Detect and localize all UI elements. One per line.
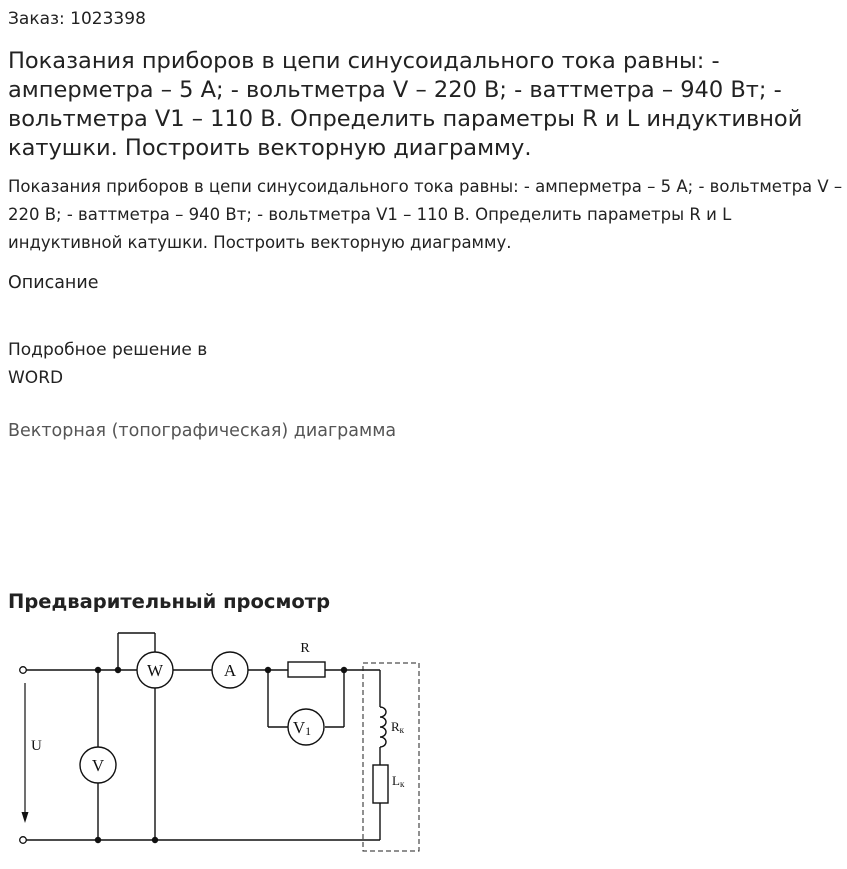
description-body: Подробное решение в WORD	[8, 340, 208, 388]
ammeter-label: A	[223, 661, 237, 680]
coil-l-label: Lк	[392, 773, 405, 789]
resistor-symbol	[288, 662, 325, 677]
junction-dots	[95, 667, 347, 843]
page-title: Показания приборов в цепи синусоидального тока равны: - амперметра – 5 А; - вольтметра V – 220 В; - ваттметра – 940 Вт; - вольтметра V1 – 110 В. Определить параметры R и L индуктивной катушки. Построить векторную диаграмму.	[8, 48, 803, 161]
voltmeter-label: V	[91, 756, 105, 775]
circuit-diagram	[8, 625, 428, 857]
description-heading: Описание	[8, 273, 99, 293]
vector-diagram-link[interactable]: Векторная (топографическая) диаграмма	[8, 421, 397, 441]
coil-r-label: Rк	[391, 719, 405, 735]
coil-inductor-symbol	[380, 707, 386, 747]
source-label: U	[31, 738, 42, 754]
terminal-top	[20, 667, 27, 674]
resistor-label: R	[300, 641, 310, 656]
arrow-head-icon	[22, 812, 29, 823]
voltmeter1-label: V1	[292, 718, 312, 738]
terminal-bottom	[20, 837, 27, 844]
preview-heading: Предварительный просмотр	[8, 590, 331, 613]
coil-resistor-symbol	[373, 765, 388, 803]
order-number: Заказ: 1023398	[8, 9, 146, 29]
circuit-preview	[8, 625, 428, 857]
problem-text: Показания приборов в цепи синусоидального тока равны: - амперметра – 5 А; - вольтметра V – 220 В; - ваттметра – 940 Вт; - вольтметра V1 – 110 В. Определить параметры R и L индуктивной катушки. Построить векторную диаграмму.	[8, 177, 843, 252]
coil-boundary	[363, 663, 419, 851]
wattmeter-label: W	[146, 661, 164, 680]
